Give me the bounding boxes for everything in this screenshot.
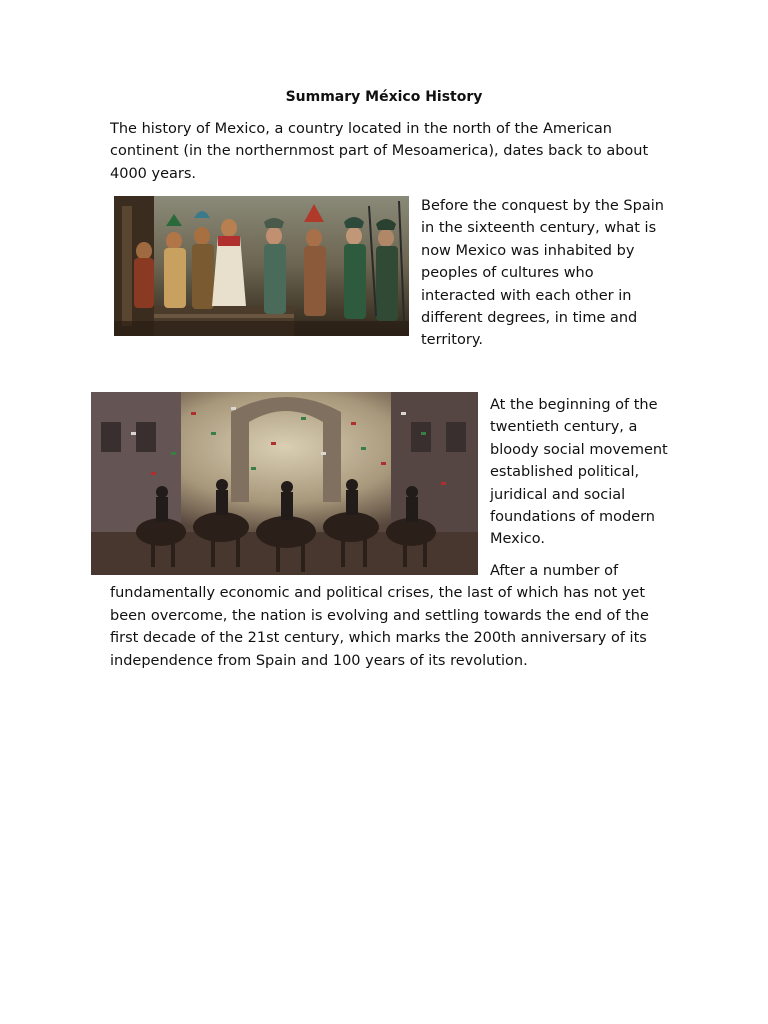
conquest-painting-image — [114, 196, 409, 336]
page-title: Summary México History — [285, 89, 483, 105]
paragraph-crises: After a number of fundamentally economic and political crises, the last of which has not yet been overcome, the nation is evolving and settling towards the end of the first decade of the 21st century, which marks the 200th anniversary of its independence from Spain and 100 years of its revolution. — [110, 563, 649, 669]
revolution-painting-image — [91, 392, 478, 575]
paragraph-intro: The history of Mexico, a country located in the north of the American continent (in the northernmost part of Mesoamerica), dates back to about 4000 years. — [110, 121, 649, 182]
paragraph-revolution: At the beginning of the twentieth century, a bloody social movement established political, juridical and social foundations of modern Mexico. — [490, 397, 668, 548]
paragraph-conquest: Before the conquest by the Spain in the sixteenth century, what is now Mexico was inhabited by peoples of cultures who interacted with each other in different degrees, in time and territory. — [421, 198, 664, 349]
